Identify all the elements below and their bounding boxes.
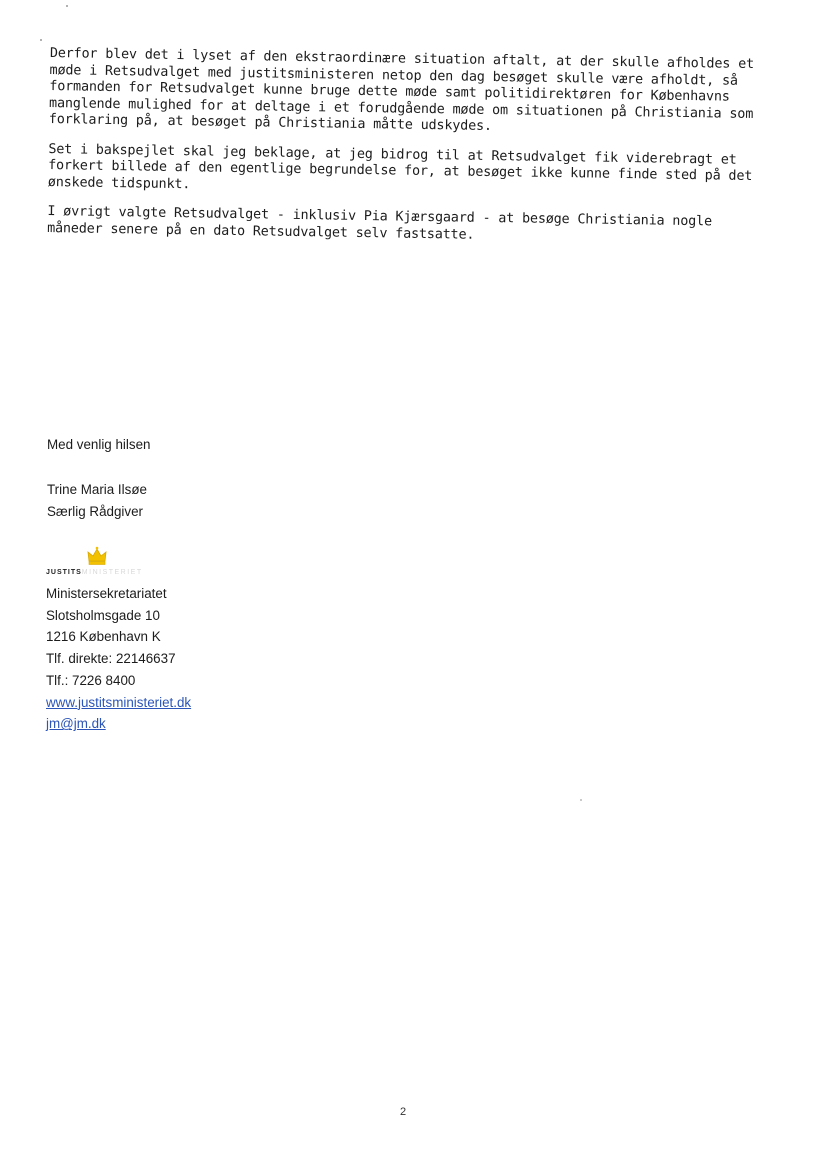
logo-text-bold: JUSTITS	[46, 569, 82, 576]
email-link[interactable]: jm@jm.dk	[46, 716, 106, 732]
sender-title: Særlig Rådgiver	[47, 503, 144, 519]
crown-icon	[86, 545, 108, 567]
sender-block	[47, 479, 147, 522]
letter-body	[47, 46, 770, 261]
scan-speck	[40, 39, 42, 41]
contact-direct-phone: Tlf. direkte: 22146637	[46, 651, 176, 667]
website-link[interactable]: www.justitsministeriet.dk	[46, 694, 192, 710]
page-number: 2	[400, 1106, 407, 1118]
logo-text-faint: MINISTERIET	[81, 569, 143, 576]
scan-speck	[580, 799, 582, 801]
body-paragraph-1: Derfor blev det i lyset af den ekstraordinære situation aftalt, at der skulle afholdes et møde i Retsudvalget med justitsministeren netop den dag besøget skulle være afholdt, så formanden for Retsudvalget kunne bruge dette møde samt politidirektøren for Københavns manglende mulighed for at deltage i et forudgående møde om situationen på Christiania som forklaring på, at besøget på Christiania måtte udskydes.	[48, 46, 755, 134]
contact-department: Ministersekretariatet	[46, 586, 167, 601]
contact-street: Slotsholmsgade 10	[46, 607, 160, 623]
closing-greeting: Med venlig hilsen	[47, 437, 151, 452]
contact-phone: Tlf.: 7226 8400	[46, 672, 136, 688]
body-paragraph-3: I øvrigt valgte Retsudvalget - inklusiv Pia Kjærsgaard - at besøge Christiania nogle måneder senere på en dato Retsudvalget selv fastsatte.	[47, 203, 713, 243]
sender-name: Trine Maria Ilsøe	[47, 482, 147, 497]
contact-city: 1216 København K	[46, 629, 161, 645]
ministry-logo	[46, 545, 166, 579]
logo-wordmark	[46, 569, 143, 576]
scan-speck	[66, 5, 68, 7]
contact-block	[46, 583, 191, 735]
body-paragraph-2: Set i bakspejlet skal jeg beklage, at jeg bidrog til at Retsudvalget fik viderebragt et forkert billede af den egentlige begrundelse for, at besøget ikke kunne finde sted på det ønskede tidspunkt.	[47, 141, 753, 192]
